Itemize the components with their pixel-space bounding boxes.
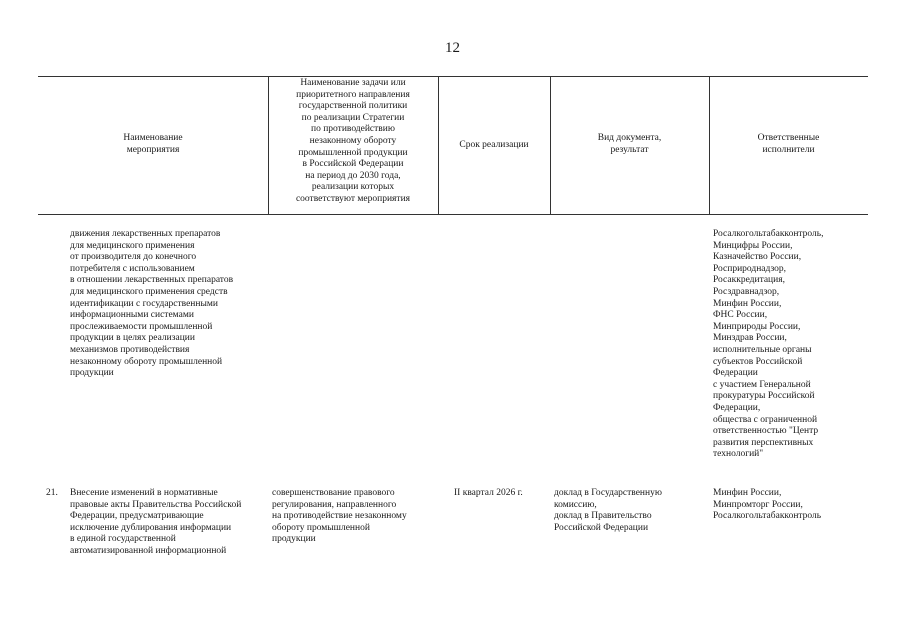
- continued-measure-text: движения лекарственных препаратов для медицинского применения от производителя до конечного потребителя с использованием в отношении лекарственных препаратов для медицинского применения средств идентификации с государственными информационными системами прослеживаемости промышленной продукции в целях реализации механизмов противодействия незаконному обороту промышленной продукции: [70, 229, 234, 379]
- row-executors-text: Минфин России, Минпромторг России, Росалкогольтабакконтроль: [713, 488, 822, 522]
- header-bottom-border: [38, 214, 868, 215]
- row-measure-text: Внесение изменений в нормативные правовые акты Правительства Российской Федерации, предусматривающие исключение дублирования информации в единой государственной автоматизированной информационной: [70, 488, 242, 556]
- header-deadline: Срок реализации: [459, 140, 529, 150]
- header-task: Наименование задачи или приоритетного направления государственной политики по реализации Стратегии по противодействию незаконному обороту промышленной продукции в Российской Федерации на период до 2030 года, реализации которых соответствуют мероприятия: [295, 78, 411, 204]
- row-document-text: доклад в Государственную комиссию, доклад в Правительство Российской Федерации: [554, 488, 662, 533]
- header-executors: Ответственные исполнители: [757, 133, 820, 155]
- header-top-border: [38, 76, 868, 77]
- row-task-text: совершенствование правового регулирования, направленного на противодействие незаконному обороту промышленной продукции: [272, 488, 407, 545]
- page-number: 12: [445, 40, 460, 56]
- row-number: 21.: [46, 488, 58, 498]
- continued-executors-text: Росалкогольтабакконтроль, Минцифры России, Казначейство России, Росприроднадзор, Росаккредитация, Росздравнадзор, Минфин России, ФНС России, Минприроды России, Минздрав России, исполнительные органы субъектов Российской Федерации с участием Генеральной прокуратуры Российской Федерации, общества с ограниченной ответственностью "Центр развития перспективных технологий": [713, 229, 824, 460]
- row-deadline-text: II квартал 2026 г.: [454, 488, 523, 498]
- header-measure: Наименование мероприятия: [123, 133, 183, 155]
- header-document: Вид документа, результат: [597, 133, 662, 155]
